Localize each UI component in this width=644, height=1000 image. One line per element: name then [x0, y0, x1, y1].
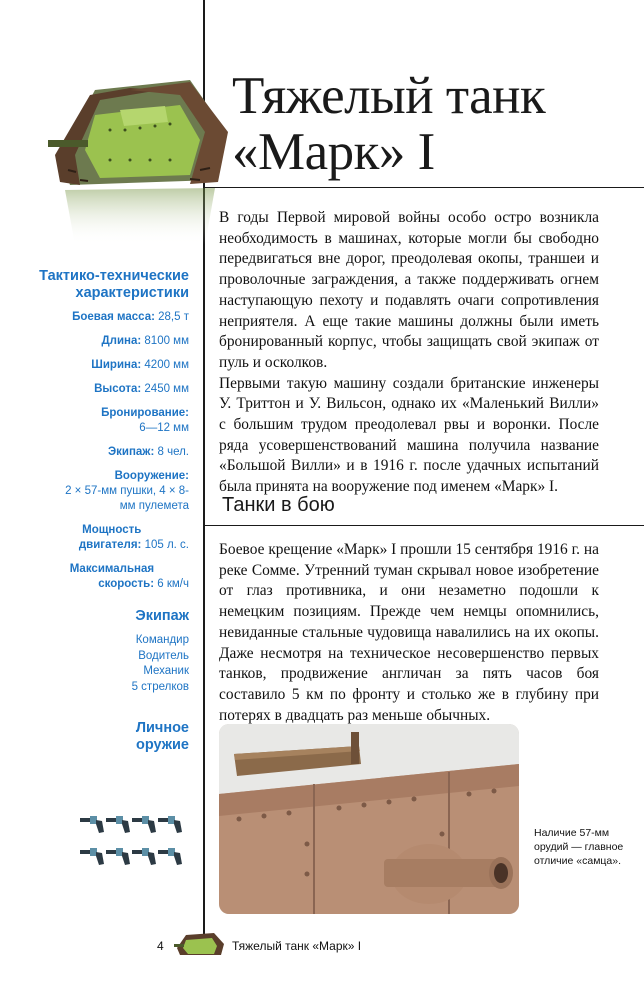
spec-width [0, 358, 189, 373]
footer-tank-icon [174, 930, 226, 958]
crew-member: Механик [143, 665, 189, 677]
spec-armament [0, 469, 189, 514]
intro-paragraph-2: Первыми такую машину создали британские инженеры У. Триттон и У. Вильсон, однако их «Маленький Вилли» с большим трудом преодолевал рвы и воронки. После ряда усовершенствований машина получила название «Большой Вилли» и в 1916 г. после удачных испытаний была принята на вооружение под именем «Марк» I. [219, 374, 599, 496]
spec-label: Бронирование: [101, 407, 189, 419]
spec-value: 8 чел. [157, 446, 189, 458]
revolvers-group [78, 812, 188, 872]
spec-speed [0, 562, 189, 592]
title-rule [203, 187, 644, 188]
revolver-icon [158, 816, 182, 833]
crew-member: Водитель [138, 649, 189, 662]
spec-label: Экипаж: [107, 446, 155, 458]
spec-value: 4200 мм [144, 359, 189, 371]
specs-sidebar [0, 268, 189, 754]
spec-label: Мощность двигателя: [78, 524, 142, 551]
battle-paragraph: Боевое крещение «Марк» I прошли 15 сентября 1916 г. на реке Сомме. Утренний туман скрывал новое изобретение от глаз противника, и они незаметно подошли к немецким позициям. Прежде чем немцы опомнились, невиданные стальные чудовища навалились на их окопы. Даже несмотря на техническое несовершенство первых танков, продвижение англичан за пять часов боя составило 5 км по фронту и столько же в глубину при потерях в двадцать раз меньше обычных. [219, 541, 599, 724]
title-line-2: «Марк» I [232, 123, 435, 181]
battle-text [219, 540, 599, 726]
spec-label: Ширина: [91, 359, 142, 371]
page-number: 4 [157, 939, 164, 953]
revolver-icon [106, 848, 130, 865]
section-title: Танки в бою [222, 494, 335, 516]
spec-value: 28,5 т [158, 311, 189, 323]
spec-label: Вооружение: [114, 470, 189, 482]
photo-caption: Наличие 57-мм орудий — главное отличие «самца». [534, 827, 624, 867]
spec-mass [0, 310, 189, 325]
crew-member: 5 стрелков [131, 680, 189, 693]
spec-value: 6 км/ч [157, 578, 189, 590]
revolver-icon [80, 816, 104, 833]
spec-label: Максимальная скорость: [69, 563, 155, 590]
intro-text [219, 208, 599, 498]
spec-value: 105 л. с. [144, 539, 189, 551]
page-title [232, 68, 632, 180]
revolver-icon [158, 848, 182, 865]
section-rule [203, 525, 644, 526]
spec-crew [0, 445, 189, 460]
page-footer [0, 930, 644, 960]
revolver-icon [132, 848, 156, 865]
tank-illustration [40, 60, 240, 260]
spec-label: Боевая масса: [72, 311, 155, 323]
running-head: Тяжелый танк «Марк» I [232, 939, 362, 953]
revolver-icon [106, 816, 130, 833]
spec-value: 6—12 мм [139, 422, 189, 434]
spec-label: Высота: [94, 383, 142, 395]
spec-length [0, 334, 189, 349]
tank-gun-photo [219, 724, 519, 914]
crew-member: Командир [135, 634, 189, 646]
spec-label: Длина: [101, 335, 142, 347]
spec-armor [0, 406, 189, 436]
spec-value: 2 × 57-мм пушки, 4 × 8-мм пулемета [65, 485, 189, 512]
spec-value: 2450 мм [144, 383, 189, 395]
spec-height [0, 382, 189, 397]
spec-value: 8100 мм [144, 335, 189, 347]
crew-heading: Экипаж [135, 608, 189, 624]
specs-heading: Тактико-технические характеристики [39, 268, 189, 301]
spec-engine [0, 523, 189, 553]
title-line-1: Тяжелый танк [232, 67, 546, 125]
intro-paragraph-1: В годы Первой мировой войны особо остро возникла необходимость в машинах, которые могли бы свободно передвигаться вне дорог, преодолевая окопы, траншеи и проволочные заграждения, а также поддерживать огнем наступающую пехоту и подавлять очаги сопротивления неприятеля. А еще такие машины должны были иметь бронированный корпус, чтобы защищать свой экипаж от пуль и осколков. [219, 209, 599, 371]
weapons-heading: Личное оружие [135, 720, 189, 753]
revolver-icon [80, 848, 104, 865]
revolver-icon [132, 816, 156, 833]
